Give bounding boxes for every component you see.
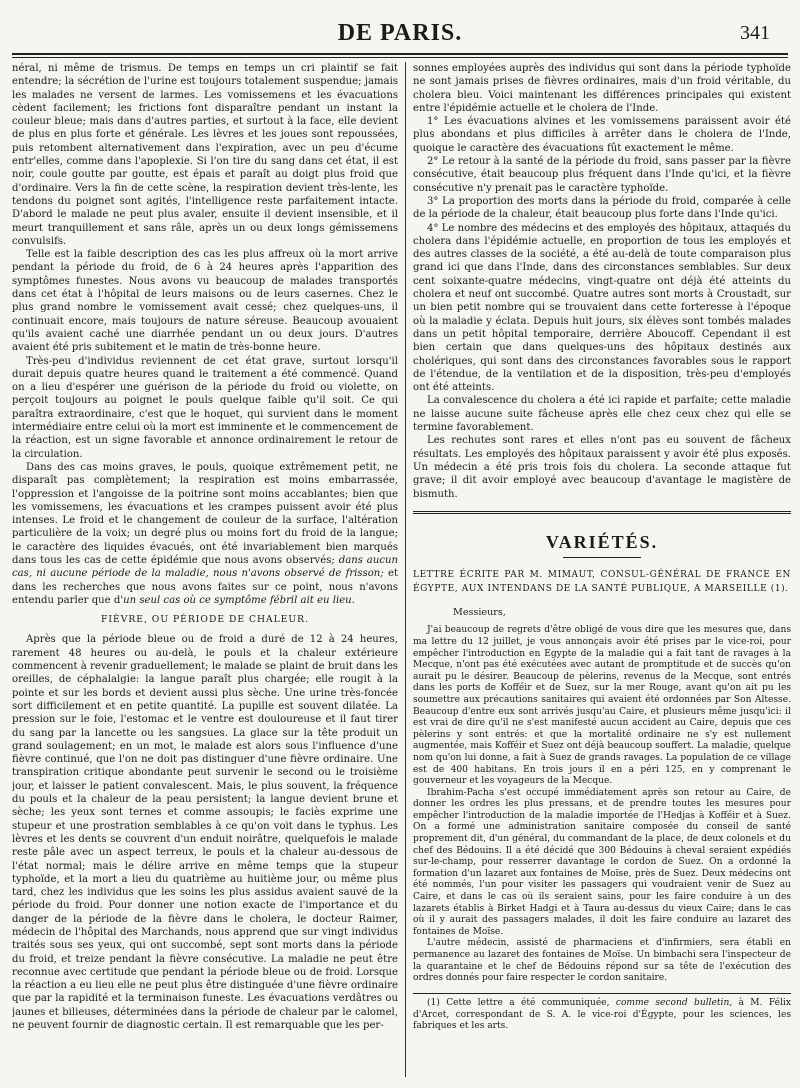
paragraph: 3° La proportion des morts dans la période du froid, comparée à celle de la période de la chaleur, était beaucoup plus forte dans l'Inde qu'ici.: [413, 195, 791, 221]
paragraph: Après que la période bleue ou de froid a duré de 12 à 24 heures, rarement 48 heures ou au-delà, le pouls et la chaleur extérieure commencent à revenir graduellement; le malade se plaint de bruit dans les oreilles, de céphalalgie: la langue paraît plus chargée; elle rougit à la pointe et sur les bords et devient aussi plus sèche. Une urine très-foncée sort difficilement et en petite quantité. La pupille est souvent dilatée. La pression sur le foie, l'estomac et le ventre est douloureuse et il faut tirer du sang par la lancette ou les sangsues. La glace sur la tête produit un grand soulagement; en un mot, le malade est alors sous l'influence d'une fièvre continué, que l'on ne doit pas distinguer d'une fièvre ordinaire. Une transpiration critique abondante peut survenir le second ou le troisième jour, et laisser le patient convalescent. Mais, le plus souvent, la fréquence du pouls et la chaleur de la peau persistent; la langue devient brune et sèche; les yeux sont ternes et comme assoupis; le faciès exprime une stupeur et une prostration semblables à ce qu'on voit dans le typhus. Les lèvres et les dents se couvrent d'un enduit noirâtre, quelquefois le malade reste pâle avec un aspect terreux, le pouls et la chaleur au-dessous de l'état normal; mais le délire arrive en même temps que la stupeur typhoïde, et la mort a lieu du quatrième au huitième jour, ou même plus tard, chez les individus que les soins les plus assidus avaient sauvé de la période du froid. Pour donner une notion exacte de l'importance et du danger de la période de la fièvre dans le cholera, le docteur Raimer, médecin de l'hôpital des Marchands, nous apprend que sur vingt individus traités sous ses yeux, qui ont succombé, sept sont morts dans la période du froid, et treize pendant la fièvre consécutive. La maladie ne peut être reconnue avec certitude que pendant la période bleue ou de froid. Lorsque la réaction a eu lieu elle ne peut plus être distinguée d'une fièvre ordinaire que par la rapidité et la terminaison funeste. Les évacuations verdâtres ou jaunes et bilieuses, déterminées dans la période de chaleur par le calomel, ne peuvent fournir de diagnostic certain. Il est remarquable que les per-: [12, 634, 398, 1032]
left-column: [12, 62, 398, 1082]
salutation: Messieurs,: [453, 607, 506, 619]
paragraph: [12, 461, 398, 607]
footnote: [413, 998, 791, 1033]
footnote-text: (1) Cette lettre a été communiquée,: [427, 997, 610, 1008]
paragraph-text: et dans les recherches que nous avons faites sur ce point, nous n'avons entendu parler que d': [12, 568, 398, 606]
paragraph: 1° Les évacuations alvines et les vomissemens paraissent avoir été plus abondans et plus difficiles à arrêter dans le cholera de l'Inde, quoique le caractère des évacuations fût exactement le même.: [413, 116, 791, 154]
paragraph: Telle est la faible description des cas les plus affreux où la mort arrive pendant la période du froid, de 6 à 24 heures après l'apparition des symptômes funestes. Nous avons vu beaucoup de malades transportés dans cet état à l'hôpital de leurs maisons ou de leurs casernes. Chez le plus grand nombre le vomissement avait cessé; chez quelques-uns, il continuait encore, mais toujours de nature séreuse. Beaucoup avouaient qu'ils avaient caché une diarrhée pendant un ou deux jours. D'autres avaient été pris subitement et le matin de très-bonne heure.: [12, 249, 398, 354]
running-title: DE PARIS.: [337, 20, 463, 46]
page-number: 341: [740, 22, 770, 44]
italic-text: un seul cas où ce symptôme fébril ait eu lieu.: [123, 594, 355, 606]
paragraph-text: Dans des cas moins graves, le pouls, quoique extrêmement petit, ne disparaît pas complètement; la respiration est moins embarrassée, l'oppression et l'angoisse de la poitrine sont moins accablantes; bien que les vomissemens, les évacuations et les crampes puissent avoir été plus intenses. Le froid et le changement de couleur de la surface, l'altération particulière de la voix; un degré plus ou moins fort du froid de la langue; le caractère des liquides évacués, ont été invariablement bien marqués dans tous les cas de cette épidémie que nous avons observés;: [12, 461, 398, 566]
paragraph: néral, ni même de trismus. De temps en temps un cri plaintif se fait entendre; la sécrétion de l'urine est toujours totalement suspendue; jamais les malades ne versent de larmes. Les vomissemens et les évacuations cèdent facilement; les frictions font disparaître pendant un instant la couleur bleue; mais dans d'autres parties, et surtout à la face, elle devient de plus en plus forte et générale. Les lèvres et les joues sont repoussées, puis retombent alternativement dans l'expiration, avec un peu d'écume entr'elles, comme dans l'apoplexie. Si l'on tire du sang dans cet état, il est noir, coule goutte par goutte, est épais et paraît au doigt plus froid que d'ordinaire. Vers la fin de cette scène, la respiration devient très-lente, les tendons du poignet sont agités, l'intelligence reste parfaitement intacte. D'abord le malade ne peut plus avaler, ensuite il devient insensible, et il meurt tranquillement et sans râle, après un ou deux longs gémissemens convulsifs.: [12, 63, 398, 247]
italic-text: dans aucun cas, ni aucune période de la maladie, nous n'avons observé de frisson;: [12, 554, 398, 580]
paragraph: 2° Le retour à la santé de la période du froid, sans passer par la fièvre consécutive, était beaucoup plus fréquent dans l'Inde qu'ici, et la fièvre consécutive n'y prenait pas le caractère typhoïde.: [413, 156, 791, 194]
letter-paragraph: J'ai beaucoup de regrets d'être obligé de vous dire que les mesures que, dans ma lettre du 12 juillet, je vous annonçais avoir été prises par le vice-roi, pour empêcher l'introduction en Egypte de la maladie qui a fait tant de ravages à la Mecque, n'ont pas été exécutées avec autant de promptitude et de succès qu'on aurait pu le désirer. Beaucoup de pèlerins, revenus de la Mecque, sont entrés dans les ports de Kofféir et de Suez, sur la mer Rouge, avant qu'on ait pu les soumettre aux précautions sanitaires qui avaient été ordonnées par Son Altesse. Beaucoup d'entre eux sont arrivés jusqu'au Caire, et plusieurs même jusqu'ici: il est vrai de dire qu'il ne s'est manifesté aucun accident au Caire, depuis que ces pèlerins y sont entrés: et que la mortalité ordinaire ne s'y est nullement augmentée, mais Kofféir et Suez ont déjà beaucoup souffert. La maladie, quelque nom qu'on lui donne, a fait à Suez de grands ravages. La population de ce village est de 400 habitans. En trois jours il en a péri 125, en y comprenant le gouverneur et les voyageurs de la Mecque.: [413, 625, 791, 787]
section-subheading: FIÈVRE, OU PÉRIODE DE CHALEUR.: [100, 614, 310, 626]
paragraph: La convalescence du cholera a été ici rapide et parfaite; cette maladie ne laisse aucune suite fâcheuse après elle chez ceux chez qui elle se termine favorablement.: [413, 395, 791, 434]
page-header: [0, 14, 800, 52]
letter-paragraph: Ibrahim-Pacha s'est occupé immédiatement après son retour au Caire, de donner les ordres les plus pressans, et de prendre toutes les mesures pour empêcher l'introduction de la maladie importée de l'Hedjas à Kofféir et à Suez. On a formé une administration sanitaire composée du conseil de santé proprement dit, d'un général, du commandant de la place, de deux colonels et du chef des Bédouins. Il a été décidé que 300 Bédouins à cheval seraient expédiés sur-le-champ, pour resserrer davantage le cordon de Suez. On a ordonné la formation d'un lazaret aux fontaines de Moïse, près de Suez. Deux médecins ont été nommés, l'un pour visiter les passagers qui voudraient venir de Suez au Caire, et dans le cas où ils seraient sains, pour les faire conduire à un des lazarets établis à Birket Hadgi et à Taura au-dessus du vieux Caire; dans le cas où il y aurait des passagers malades, il doit les faire conduire au lazaret des fontaines de Moïse.: [413, 787, 791, 937]
section-heading: VARIÉTÉS.: [545, 531, 659, 552]
footnote-rule: [413, 993, 791, 994]
paragraph: Très-peu d'individus reviennent de cet état grave, surtout lorsqu'il durait depuis quatre heures quand le traitement a été commencé. Quand on a lieu d'espérer une guérison de la période du froid ou violette, on perçoit toujours au poignet le pouls quelque faible qu'il soit. Ce qui paraîtra extraordinaire, c'est que le hoquet, qui survient dans le moment intermédiaire entre celui où la mort est imminente et le commencement de la réaction, est un signe favorable et annonce ordinairement le retour de la circulation.: [12, 355, 398, 460]
paragraph: 4° Le nombre des médecins et des employés des hôpitaux, attaqués du cholera dans l'épidémie actuelle, en proportion de tous les employés et des autres classes de la société, a été au-delà de toute comparaison plus grand ici que dans l'Inde, dans des circonstances semblables. Sur deux cent soixante-quatre médecins, vingt-quatre ont déjà été atteints du cholera et neuf ont succombé. Quatre autres sont morts à Croustadt, sur un bien petit nombre qui se trouvaient dans cette forteresse à l'époque où la maladie y éclata. Depuis huit jours, six élèves sont tombés malades dans un petit hôpital temporaire, derrière Aboucoff. Cependant il est bien certain que dans quelques-uns des hôpitaux destinés aux cholériques, qui sont dans des circonstances favorables sous le rapport de l'étendue, de la ventilation et de la disposition, très-peu d'employés ont été atteints.: [413, 222, 791, 394]
letter-title: LETTRE ÉCRITE PAR M. MIMAUT, CONSUL-GÉNÉRAL DE FRANCE EN ÉGYPTE, AUX INTENDANS DE LA SANTÉ PUBLIQUE, A MARSEILLE (1).: [413, 570, 791, 595]
footnote-italic: comme second bulletin,: [615, 997, 733, 1008]
paragraph: sonnes employées auprès des individus qui sont dans la période typhoïde ne sont jamais prises de fièvres ordinaires, mais d'un froid véritable, du cholera bleu. Voici maintenant les différences principales qui existent entre l'épidémie actuelle et le cholera de l'Inde.: [413, 63, 791, 114]
footnote-text: à M. Félix d'Arcet, correspondant de S. A. le vice-roi d'Égypte, pour les sciences, les fabriques et les arts.: [413, 997, 791, 1032]
section-separator: [413, 511, 791, 514]
header-rule: [12, 53, 788, 55]
column-divider: [405, 62, 406, 1077]
letter-paragraph: L'autre médecin, assisté de pharmaciens et d'infirmiers, sera établi en permanence au lazaret des fontaines de Moïse. Un bimbachi sera l'inspecteur de la quarantaine et le chef de Bédouins répond sur sa tête de l'exécution des ordres donnés pour faire respecter le cordon sanitaire.: [413, 938, 791, 984]
paragraph: Les rechutes sont rares et elles n'ont pas eu souvent de fâcheux résultats. Les employés des hôpitaux paraissent y avoir été plus exposés. Un médecin a été pris trois fois du cholera. La seconde attaque fut grave; il dit avoir employé avec beaucoup d'avantage le magistère de bismuth.: [413, 435, 791, 500]
header-rule-thin: [12, 57, 788, 58]
right-column: [413, 62, 791, 1082]
heading-rule: [563, 557, 641, 558]
